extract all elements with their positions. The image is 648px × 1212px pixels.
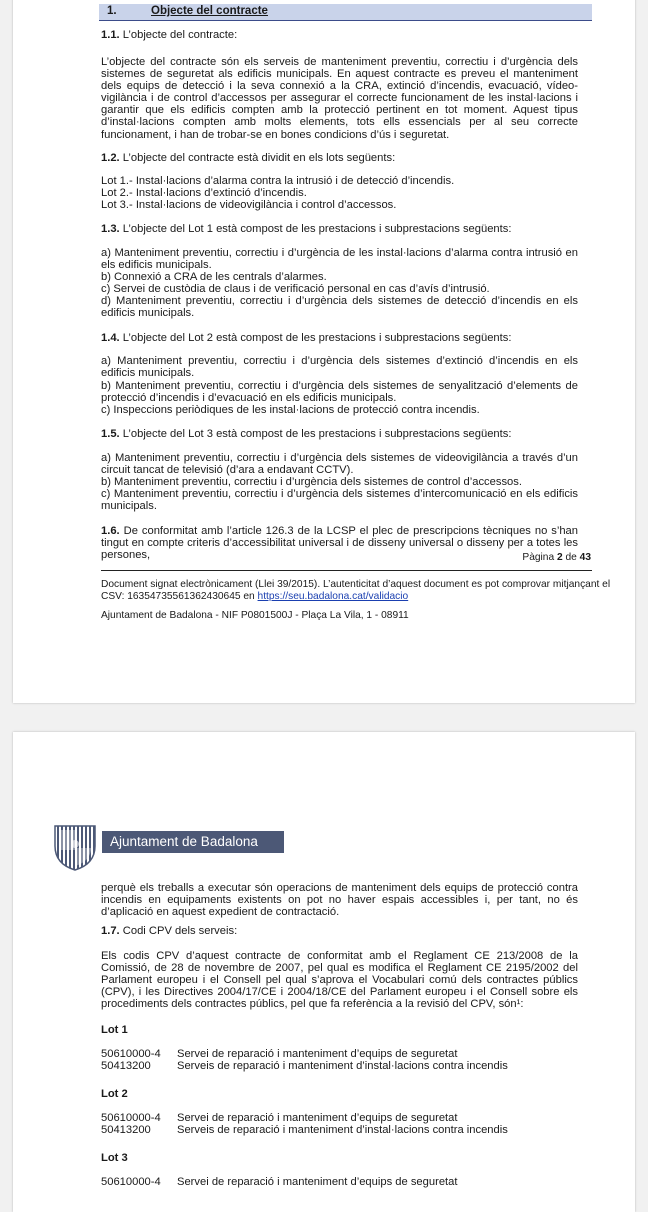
- clause-1-4-item-c: c) Inspeccions periòdiques de les instal·lacions de protecció contra incendis.: [101, 404, 480, 416]
- footer-rule: [101, 570, 592, 571]
- clause-1-5-item-b: b) Manteniment preventiu, correctiu i d’urgència dels sistemes de control d’accessos.: [101, 476, 522, 488]
- cpv-code: 50610000-4: [101, 1176, 161, 1188]
- cpv-lot-1-title: Lot 1: [101, 1024, 128, 1036]
- clause-1-7-heading: 1.7. Codi CPV dels serveis:: [101, 925, 238, 937]
- cpv-description: Servei de reparació i manteniment d’equips de seguretat: [177, 1112, 458, 1124]
- clause-1-3-item-d: d) Manteniment preventiu, correctiu i d’urgència dels sistemes de detecció d’incendis en els edificis municipals.: [101, 295, 578, 320]
- lot-3-line: Lot 3.- Instal·lacions de videovigilància i control d’accessos.: [101, 199, 397, 211]
- cpv-lot-3-title: Lot 3: [101, 1152, 128, 1164]
- clause-1-5-item-c: c) Manteniment preventiu, correctiu i d’urgència dels sistemes d’intercomunicació en els edificis municipals.: [101, 488, 578, 513]
- validation-link[interactable]: https://seu.badalona.cat/validacio: [257, 591, 409, 602]
- cpv-description: Serveis de reparació i manteniment d’instal·lacions contra incendis: [177, 1124, 508, 1136]
- clause-1-6-continuation: perquè els treballs a executar són operacions de manteniment dels equips de protecció contra incendis en equipaments existents on pot no haver espais accessibles i, per tant, no és d’aplicació en aquest expedient de contractació.: [101, 882, 578, 919]
- clause-1-2-heading: 1.2. L’objecte del contracte està dividit en els lots següents:: [101, 152, 396, 164]
- clause-1-7-body: Els codis CPV d’aquest contracte de conformitat amb el Reglament CE 213/2008 de la Comissió, de 28 de novembre de 2007, pel qual es modifica el Reglament CE 2195/2002 del Parlament europeu i el Consell pel qual s’aprova el Vocabulari comú dels contractes públics (CPV), i les Directives 2004/17/CE i 2004/18/CE del Parlament europeu i el Consell sobre els procediments dels contractes públics, pel que fa referència a la revisió del CPV, són¹:: [101, 950, 578, 1011]
- document-page-2: [13, 0, 635, 703]
- lot-2-line: Lot 2.- Instal·lacions d’extinció d’incendis.: [101, 187, 307, 199]
- lot-1-line: Lot 1.- Instal·lacions d’alarma contra la intrusió i de detecció d’incendis.: [101, 175, 455, 187]
- section-header: [99, 4, 592, 21]
- cpv-code: 50413200: [101, 1060, 151, 1072]
- institution-logo: Ajuntament de Badalona: [102, 831, 284, 853]
- clause-1-5-item-a: a) Manteniment preventiu, correctiu i d’urgència dels sistemes de videovigilància a través d’un circuit tancat de televisió (d’ara a endavant CCTV).: [101, 452, 578, 477]
- clause-1-4-item-a: a) Manteniment preventiu, correctiu i d’urgència dels sistemes d’extinció d’incendis en els edificis municipals.: [101, 355, 578, 380]
- clause-1-6-body: 1.6. De conformitat amb l’article 126.3 de la LCSP el plec de prescripcions tècniques no s’han tingut en compte criteris d’accessibilitat universal i de disseny universal o disseny per a totes les persones,: [101, 525, 578, 562]
- cpv-lot-2-title: Lot 2: [101, 1088, 128, 1100]
- clause-1-3-heading: 1.3. L’objecte del Lot 1 està compost de les prestacions i subprestacions següents:: [101, 223, 512, 235]
- footer-signature-note: Document signat electrònicament (Llei 39/2015). L’autenticitat d’aquest document es pot comprovar mitjançant el: [101, 579, 611, 590]
- clause-1-4-heading: 1.4. L’objecte del Lot 2 està compost de les prestacions i subprestacions següents:: [101, 332, 512, 344]
- cpv-code: 50610000-4: [101, 1048, 161, 1060]
- cpv-description: Servei de reparació i manteniment d’equips de seguretat: [177, 1048, 458, 1060]
- clause-1-5-heading: 1.5. L’objecte del Lot 3 està compost de les prestacions i subprestacions següents:: [101, 428, 512, 440]
- clause-1-4-item-b: b) Manteniment preventiu, correctiu i d’urgència dels sistemes de senyalització d’elements de protecció d’incendis i d’evacuació en els edificis municipals.: [101, 380, 578, 405]
- footer-address: Ajuntament de Badalona - NIF P0801500J - Plaça La Vila, 1 - 08911: [101, 610, 409, 621]
- cpv-description: Servei de reparació i manteniment d’equips de seguretat: [177, 1176, 458, 1188]
- clause-1-3-item-c: c) Servei de custòdia de claus i de verificació personal en cas d’avís d’intrusió.: [101, 283, 490, 295]
- badalona-crest-icon: [49, 820, 101, 872]
- clause-1-1-heading: 1.1. L’objecte del contracte:: [101, 29, 238, 41]
- section-number: 1.: [107, 5, 117, 17]
- clause-1-1-body: L’objecte del contracte són els serveis de manteniment preventiu, correctiu i d’urgència dels sistemes de seguretat als edificis municipals. En aquest contracte es preveu el manteniment dels equips de detecció i la seva connexió a la CRA, extinció d’incendis, evacuació, vídeo-vigilància i de control d’accessos per assegurar el correcte funcionament de les instal·lacions i garantir que els edificis compten amb la protecció pertinent en tot moment. Aquest tipus d’instal·lacions compten amb molts elements, tots ells essencials per al seu correcte funcionament, i han de trobar-se en bones condicions d’ús i seguretat.: [101, 56, 578, 141]
- cpv-code: 50413200: [101, 1124, 151, 1136]
- clause-1-3-item-b: b) Connexió a CRA de les centrals d’alarmes.: [101, 271, 327, 283]
- document-page-3: [13, 732, 635, 1212]
- footer-csv: CSV: 16354735561362430645 en https://seu.badalona.cat/validacio: [101, 591, 409, 602]
- page-number: Pàgina 2 de 43: [522, 552, 591, 563]
- cpv-description: Serveis de reparació i manteniment d’instal·lacions contra incendis: [177, 1060, 508, 1072]
- clause-1-3-item-a: a) Manteniment preventiu, correctiu i d’urgència de les instal·lacions d’alarma contra intrusió en els edificis municipals.: [101, 247, 578, 272]
- section-title: Objecte del contracte: [151, 5, 268, 17]
- cpv-code: 50610000-4: [101, 1112, 161, 1124]
